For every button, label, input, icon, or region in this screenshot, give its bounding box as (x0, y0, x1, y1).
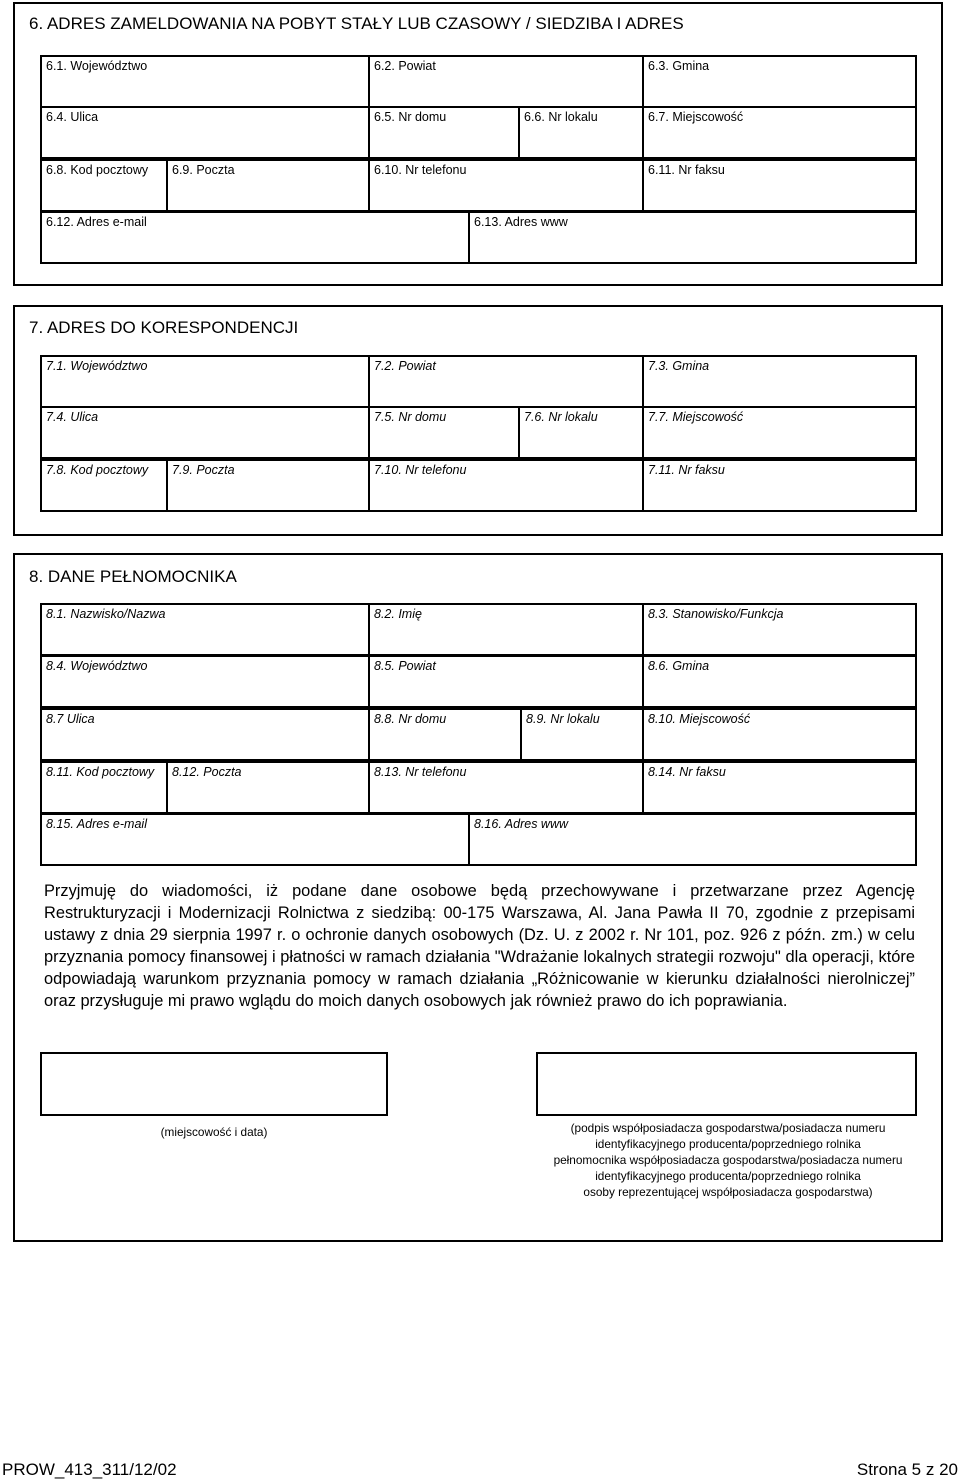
place-date-field[interactable] (40, 1052, 388, 1116)
field-label: 7.3. Gmina (648, 359, 710, 373)
field-7-10[interactable] (368, 461, 642, 510)
field-label: 6.12. Adres e-mail (46, 215, 147, 229)
field-label: 7.9. Poczta (172, 463, 235, 477)
section-7-row-1 (40, 355, 917, 408)
section-7-row-3 (40, 459, 917, 512)
field-6-3[interactable] (642, 57, 917, 106)
field-label: 6.9. Poczta (172, 163, 235, 177)
section-8-row-1 (40, 603, 917, 656)
field-8-1[interactable] (42, 605, 370, 654)
field-label: 6.4. Ulica (46, 110, 99, 124)
field-7-7[interactable] (642, 408, 917, 457)
field-8-14[interactable] (642, 763, 917, 812)
section-6-title: 6. ADRES ZAMELDOWANIA NA POBYT STAŁY LUB CZASOWY / SIEDZIBA I ADRES (29, 14, 684, 33)
field-8-10[interactable] (642, 710, 917, 759)
field-label: 6.11. Nr faksu (648, 163, 725, 177)
field-label: 6.13. Adres www (474, 215, 568, 229)
field-label: 8.14. Nr faksu (648, 765, 726, 779)
field-label: 7.8. Kod pocztowy (46, 463, 149, 477)
field-6-1[interactable] (42, 57, 370, 106)
field-6-6[interactable] (518, 108, 642, 157)
field-label: 6.5. Nr domu (374, 110, 447, 124)
field-8-15[interactable] (42, 815, 470, 864)
signature-field[interactable] (536, 1052, 917, 1116)
field-label: 7.10. Nr telefonu (374, 463, 467, 477)
field-8-7[interactable] (42, 710, 370, 759)
field-6-9[interactable] (166, 161, 368, 210)
place-date-caption: (miejscowość i data) (160, 1125, 268, 1139)
form-code: PROW_413_311/12/02 (2, 1460, 177, 1479)
field-label: 7.7. Miejscowość (648, 410, 744, 424)
field-label: 8.16. Adres www (474, 817, 569, 831)
signature-caption-line: identyfikacyjnego producenta/poprzedniego rolnika (595, 1169, 861, 1183)
field-label: 6.10. Nr telefonu (374, 163, 467, 177)
field-8-6[interactable] (642, 657, 917, 706)
field-label: 8.7 Ulica (46, 712, 95, 726)
signature-caption-line: identyfikacyjnego producenta/poprzedniego rolnika (595, 1137, 861, 1151)
field-7-8[interactable] (42, 461, 168, 510)
field-8-2[interactable] (368, 605, 642, 654)
field-label: 8.8. Nr domu (374, 712, 447, 726)
field-7-11[interactable] (642, 461, 917, 510)
field-6-5[interactable] (368, 108, 518, 157)
section-8-row-3 (40, 708, 917, 761)
field-label: 6.7. Miejscowość (648, 110, 744, 124)
section-8-row-2 (40, 655, 917, 708)
field-6-2[interactable] (368, 57, 642, 106)
section-8-row-5 (40, 813, 917, 866)
field-8-12[interactable] (166, 763, 368, 812)
field-7-1[interactable] (42, 357, 370, 406)
section-6-row-2 (40, 106, 917, 159)
field-6-4[interactable] (42, 108, 370, 157)
field-7-6[interactable] (518, 408, 642, 457)
field-label: 6.8. Kod pocztowy (46, 163, 149, 177)
field-label: 7.2. Powiat (374, 359, 436, 373)
section-6-row-1 (40, 55, 917, 108)
page-number: Strona 5 z 20 (856, 1460, 958, 1479)
section-6-row-3 (40, 159, 917, 212)
field-label: 6.6. Nr lokalu (524, 110, 598, 124)
field-6-12[interactable] (42, 213, 470, 262)
signature-caption-line: pełnomocnika współposiadacza gospodarstwa/posiadacza numeru (553, 1153, 903, 1167)
signature-caption (528, 1120, 928, 1200)
field-8-11[interactable] (42, 763, 168, 812)
field-7-9[interactable] (166, 461, 368, 510)
field-8-13[interactable] (368, 763, 642, 812)
signature-caption-line: (podpis współposiadacza gospodarstwa/posiadacza numeru (570, 1121, 886, 1135)
field-7-2[interactable] (368, 357, 642, 406)
field-label: 8.10. Miejscowość (648, 712, 751, 726)
field-8-8[interactable] (368, 710, 520, 759)
field-7-5[interactable] (368, 408, 518, 457)
field-label: 7.11. Nr faksu (648, 463, 725, 477)
field-label: 8.6. Gmina (648, 659, 710, 673)
field-6-11[interactable] (642, 161, 917, 210)
section-8-row-4 (40, 761, 917, 814)
section-6-row-4 (40, 211, 917, 264)
field-label: 8.3. Stanowisko/Funkcja (648, 607, 784, 621)
field-6-10[interactable] (368, 161, 642, 210)
field-label: 7.5. Nr domu (374, 410, 447, 424)
field-8-3[interactable] (642, 605, 917, 654)
field-6-13[interactable] (468, 213, 917, 262)
section-8-title: 8. DANE PEŁNOMOCNIKA (29, 567, 237, 586)
section-7-title: 7. ADRES DO KORESPONDENCJI (29, 318, 299, 337)
field-label: 7.1. Województwo (46, 359, 148, 373)
field-8-16[interactable] (468, 815, 917, 864)
field-6-8[interactable] (42, 161, 168, 210)
data-processing-consent-text: Przyjmuję do wiadomości, iż podane dane osobowe będą przechowywane i przetwarzane przez Agencję Restrukturyzacji i Modernizacji Rolnictwa z siedzibą: 00-175 Warszawa, Al. Jana Pawła II 70, zgodnie z przepisami ustawy z dnia 29 sierpnia 1997 r. o ochronie danych osobowych (Dz. U. z 2002 r. Nr 101, poz. 926 z późn. zm.) w celu przyznania pomocy finansowej i płatności w ramach działania "Wdrażanie lokalnych strategii rozwoju" dla operacji, które odpowiadają warunkom przyznania pomocy w ramach działania „Różnicowanie w kierunku działalności nierolniczej” oraz przysługuje mi prawo wglądu do moich danych osobowych jak również prawo do ich poprawiania. (44, 882, 915, 1010)
field-label: 8.9. Nr lokalu (526, 712, 600, 726)
field-label: 8.5. Powiat (374, 659, 436, 673)
field-label: 6.3. Gmina (648, 59, 710, 73)
field-label: 8.13. Nr telefonu (374, 765, 467, 779)
field-label: 8.4. Województwo (46, 659, 148, 673)
field-label: 8.1. Nazwisko/Nazwa (46, 607, 166, 621)
signature-caption-line: osoby reprezentującej współposiadacza gospodarstwa) (583, 1185, 873, 1199)
field-8-9[interactable] (520, 710, 642, 759)
field-label: 7.6. Nr lokalu (524, 410, 598, 424)
field-label: 8.2. Imię (374, 607, 422, 621)
field-label: 8.12. Poczta (172, 765, 242, 779)
field-label: 6.2. Powiat (374, 59, 436, 73)
field-label: 6.1. Województwo (46, 59, 148, 73)
field-label: 8.11. Kod pocztowy (46, 765, 155, 779)
section-7-row-2 (40, 406, 917, 459)
field-8-5[interactable] (368, 657, 642, 706)
field-8-4[interactable] (42, 657, 370, 706)
field-7-4[interactable] (42, 408, 370, 457)
field-label: 8.15. Adres e-mail (46, 817, 147, 831)
field-label: 7.4. Ulica (46, 410, 99, 424)
field-7-3[interactable] (642, 357, 917, 406)
field-6-7[interactable] (642, 108, 917, 157)
